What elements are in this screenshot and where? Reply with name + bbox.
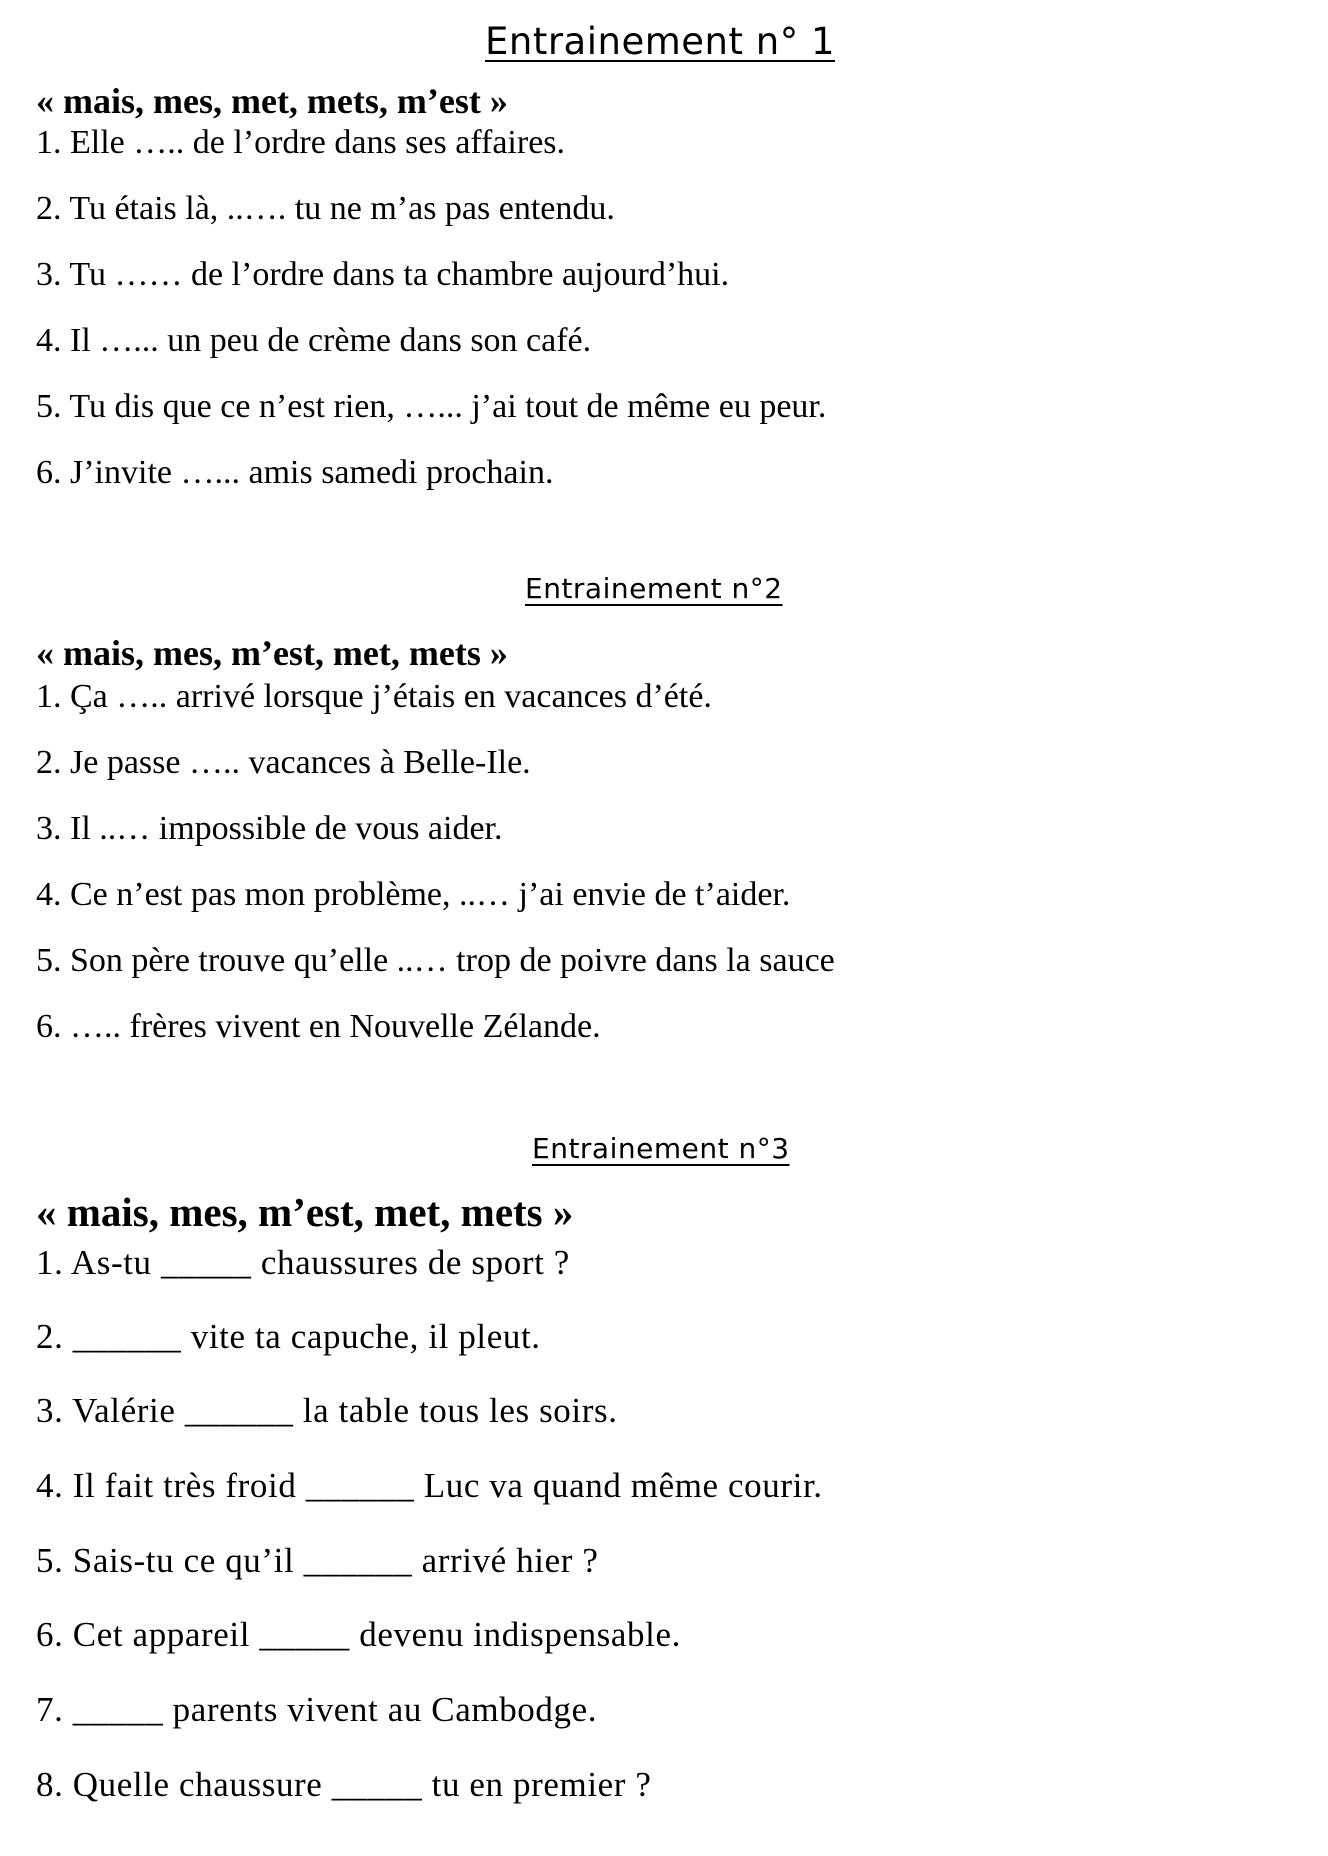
exercise-1-word-list: « mais, mes, met, mets, m’est » bbox=[36, 81, 508, 121]
exercise-1-item-6: 6. J’invite …... amis samedi prochain. bbox=[36, 454, 554, 491]
exercise-1-item-1: 1. Elle ….. de l’ordre dans ses affaires. bbox=[36, 124, 566, 161]
exercise-3-item-6: 6. Cet appareil _____ devenu indispensable. bbox=[36, 1615, 681, 1654]
exercise-1-item-3: 3. Tu …… de l’ordre dans ta chambre aujourd’hui. bbox=[36, 256, 730, 293]
exercise-2-item-3: 3. Il ..… impossible de vous aider. bbox=[36, 810, 503, 847]
exercise-1-item-5: 5. Tu dis que ce n’est rien, …... j’ai tout de même eu peur. bbox=[36, 388, 827, 425]
exercise-3-item-5: 5. Sais-tu ce qu’il ______ arrivé hier ? bbox=[36, 1541, 599, 1580]
exercise-1-item-2: 2. Tu étais là, ..…. tu ne m’as pas entendu. bbox=[36, 190, 615, 227]
exercise-3-item-8: 8. Quelle chaussure _____ tu en premier ? bbox=[36, 1765, 652, 1804]
exercise-1-title: Entrainement n° 1 bbox=[485, 20, 835, 63]
exercise-2-item-6: 6. ….. frères vivent en Nouvelle Zélande. bbox=[36, 1008, 601, 1045]
exercise-3-item-1: 1. As-tu _____ chaussures de sport ? bbox=[36, 1243, 570, 1282]
exercise-3-item-4: 4. Il fait très froid ______ Luc va quand même courir. bbox=[36, 1466, 823, 1505]
exercise-1-item-4: 4. Il …... un peu de crème dans son café. bbox=[36, 322, 592, 359]
exercise-2-item-1: 1. Ça ….. arrivé lorsque j’étais en vacances d’été. bbox=[36, 678, 712, 715]
exercise-2-word-list: « mais, mes, m’est, met, mets » bbox=[36, 633, 508, 673]
exercise-3-title: Entrainement n°3 bbox=[532, 1132, 790, 1165]
exercise-2-item-4: 4. Ce n’est pas mon problème, ..… j’ai envie de t’aider. bbox=[36, 876, 791, 913]
exercise-3-item-7: 7. _____ parents vivent au Cambodge. bbox=[36, 1690, 598, 1729]
exercise-2-item-5: 5. Son père trouve qu’elle ..… trop de poivre dans la sauce bbox=[36, 942, 835, 979]
exercise-2-item-2: 2. Je passe ….. vacances à Belle-Ile. bbox=[36, 744, 531, 781]
exercise-2-title: Entrainement n°2 bbox=[525, 572, 783, 605]
exercise-3-item-3: 3. Valérie ______ la table tous les soirs. bbox=[36, 1391, 618, 1430]
exercise-3-item-2: 2. ______ vite ta capuche, il pleut. bbox=[36, 1317, 541, 1356]
exercise-3-word-list: « mais, mes, m’est, met, mets » bbox=[36, 1189, 574, 1235]
